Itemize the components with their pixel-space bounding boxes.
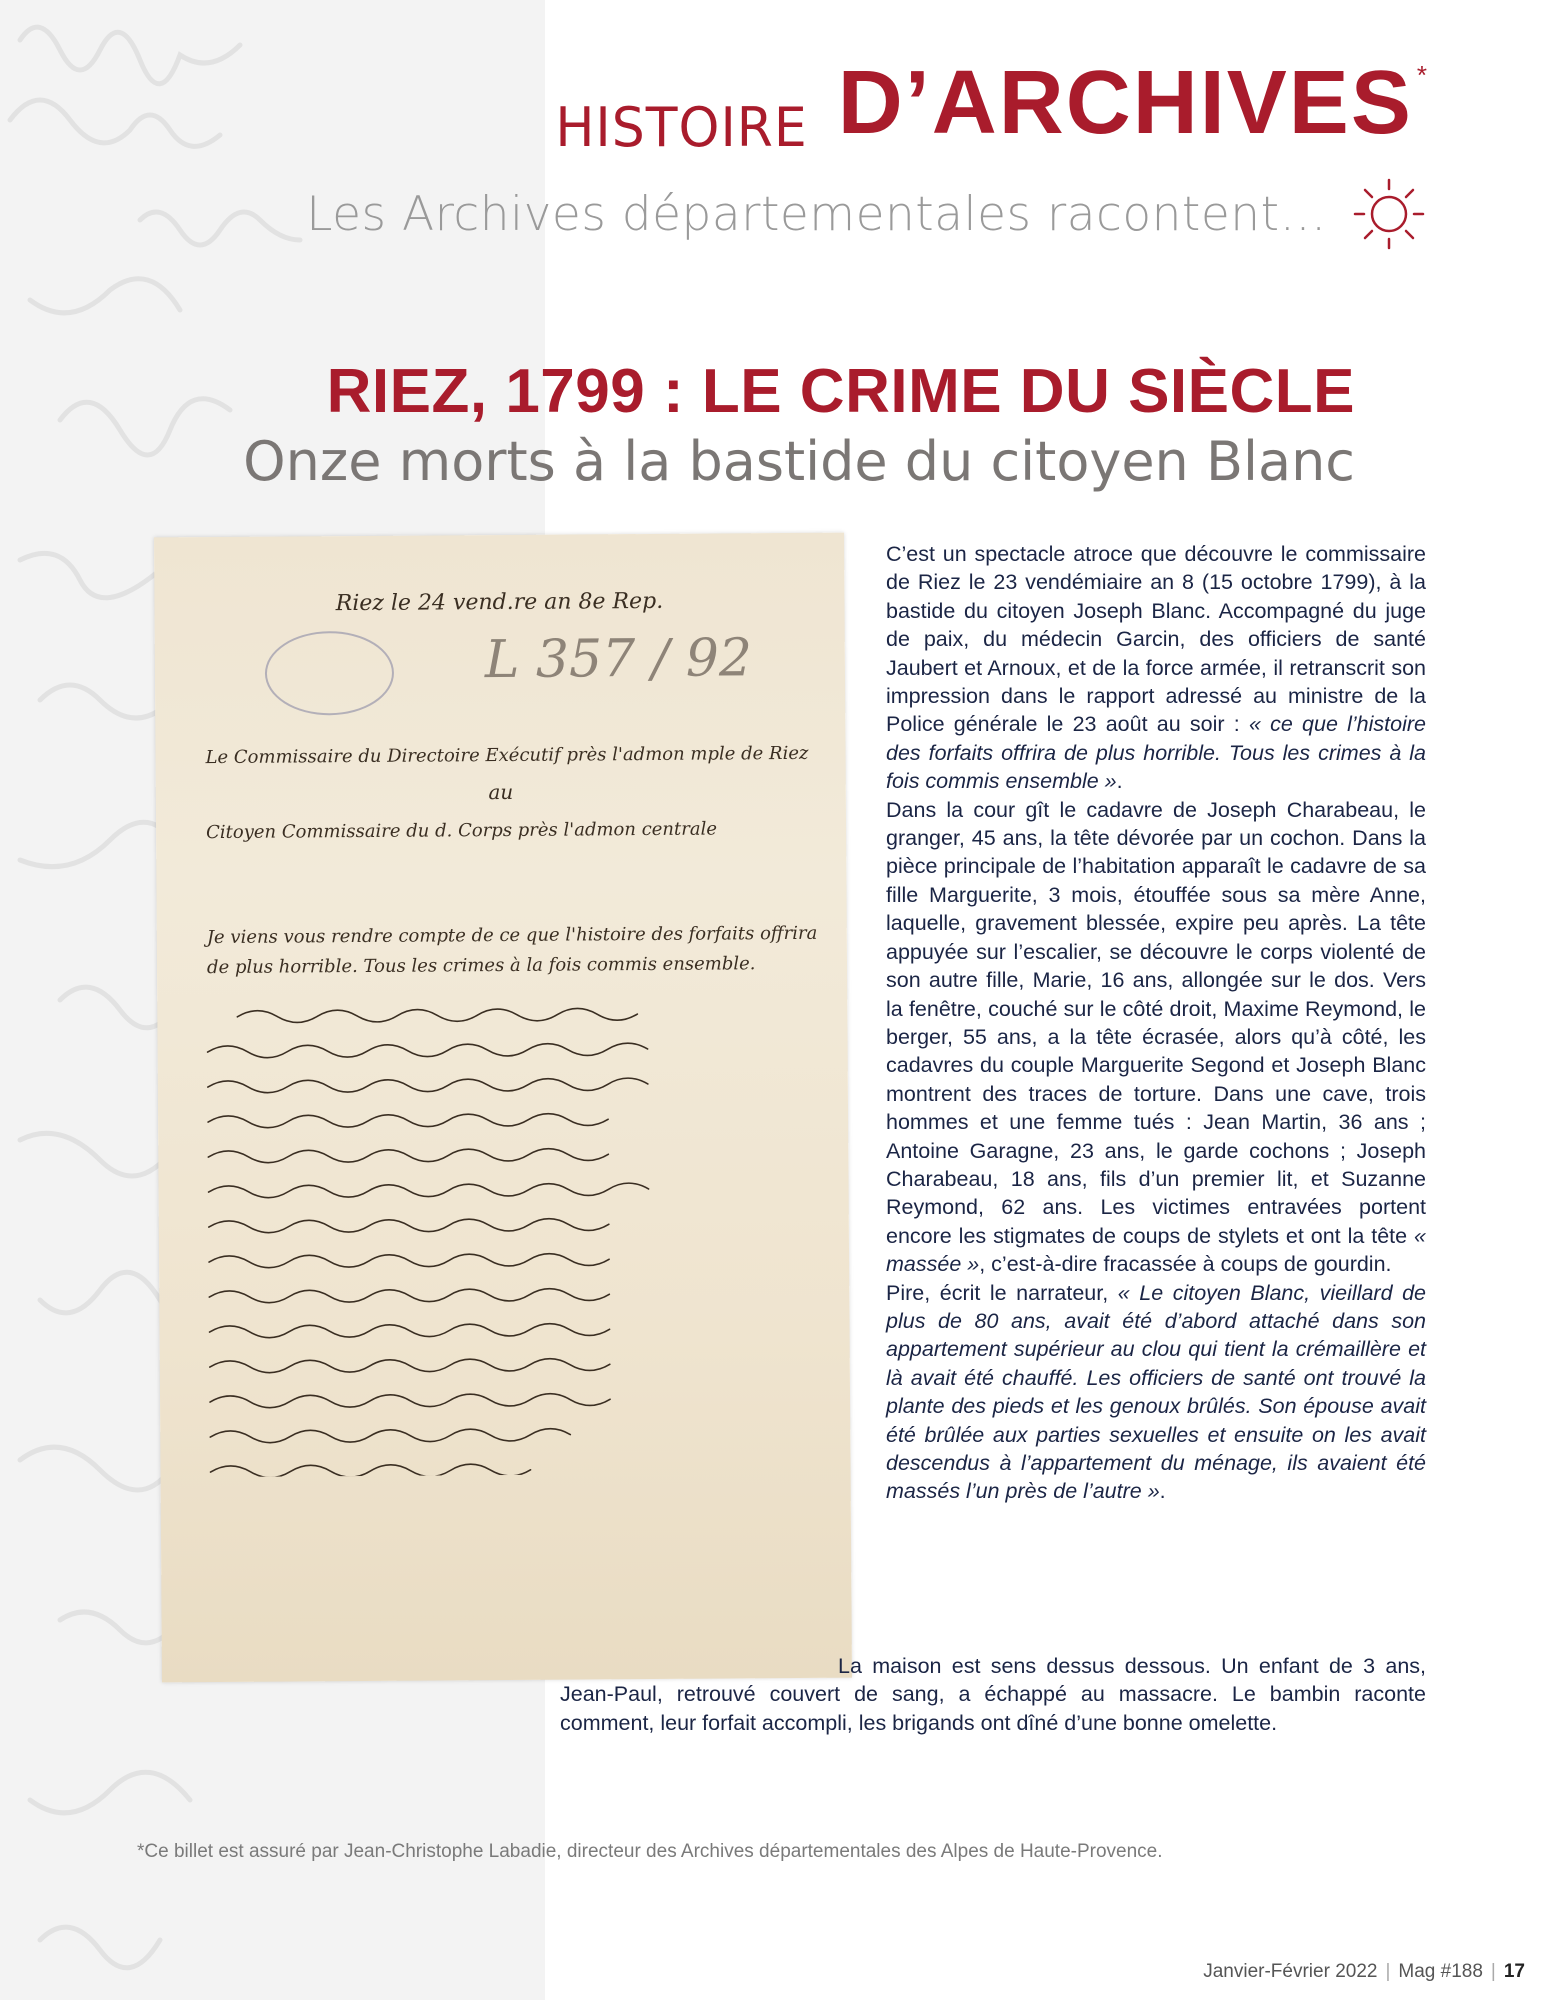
article-title: RIEZ, 1799 : LE CRIME DU SIÈCLE bbox=[326, 357, 1355, 426]
quote: « Le citoyen Blanc, vieillard de plus de 80 ans, avait été d’abord attaché dans son appartement supérieur au clou qui tient la crémaillère et là avait été chauffé. Les officiers de santé ont trouvé la plante des pieds et les genoux brûlés. Son épouse avait été brûlée aux parties sexuelles et ensuite on les avait descendus à l’appartement du ménage, ils avaient été massés l’un près de l’autre » bbox=[886, 1280, 1426, 1504]
paragraph-1: C’est un spectacle atroce que découvre le commissaire de Riez le 23 vendémiaire an 8 (15 octobre 1799), à la bastide du citoyen Joseph Blanc. Accompagné du juge de paix, du médecin Garcin, des officiers de santé Jaubert et Arnoux, et de la force armée, il retranscrit son impression dans le rapport adressé au ministre de la Police générale le 23 août au soir : « ce que l’histoire des forfaits offrira de plus horrible. Tous les crimes à la fois commis ensemble ». bbox=[886, 542, 1426, 794]
manuscript-line: Le Commissaire du Directoire Exécutif près l'admon mple de Riez bbox=[205, 742, 809, 769]
section-subtitle: Les Archives départementales racontent… bbox=[306, 186, 1327, 242]
paragraph-2: Dans la cour gît le cadavre de Joseph Charabeau, le granger, 45 ans, la tête dévorée par un cochon. Dans la pièce principale de l’habitation apparaît le cadavre de sa fille Marguerite, 3 mois, étouffée sous sa mère Anne, laquelle, gravement blessée, expire peu après. La tête appuyée sur l’escalier, se découvre le corps violenté de son autre fille, Marie, 16 ans, allongée sur le dos. Vers la fenêtre, couché sur le côté droit, Maxime Reymond, le berger, 55 ans, a la tête écrasée, alors qu’à côté, les cadavres du couple Marguerite Segond et Joseph Blanc montrent des traces de torture. Dans une cave, trois hommes et une femme tués : Jean Martin, 36 ans ; Antoine Garagne, 23 ans, le garde cochons ; Joseph Charabeau, 18 ans, fils d’un premier lit, et Suzanne Reymond, 62 ans. Les victimes entravées portent encore les stigmates de coups de stylets et ont la tête « massée », c’est-à-dire fracassée à coups de gourdin. bbox=[886, 797, 1426, 1277]
section-title bbox=[555, 53, 1427, 160]
section-title-bold: D’ARCHIVES bbox=[837, 53, 1413, 153]
manuscript-line: au bbox=[488, 779, 514, 805]
paragraph-3: Pire, écrit le narrateur, « Le citoyen Blanc, vieillard de plus de 80 ans, avait été d’abord attaché dans son appartement supérieur au clou qui tient la crémaillère et là avait été chauffé. Les officiers de santé ont trouvé la plante des pieds et les genoux brûlés. Son épouse avait été brûlée aux parties sexuelles et ensuite on les avait descendus à l’appartement du ménage, ils avaient été massés l’un près de l’autre ». bbox=[886, 1280, 1426, 1504]
manuscript-line: Riez le 24 vend.re an 8e Rep. bbox=[335, 588, 664, 617]
archive-stamp-icon bbox=[265, 631, 395, 716]
page-number: 17 bbox=[1503, 1961, 1525, 1982]
footnote: *Ce billet est assuré par Jean-Christophe Labadie, directeur des Archives départementales des Alpes de Haute-Provence. bbox=[137, 1841, 1163, 1862]
issue-date: Janvier-Février 2022 bbox=[1203, 1961, 1378, 1982]
magazine-issue: Mag #188 bbox=[1398, 1961, 1483, 1982]
article-body bbox=[886, 540, 1426, 1506]
manuscript-line: Citoyen Commissaire du d. Corps près l'admon centrale bbox=[206, 818, 718, 844]
page-folio: Janvier-Février 2022 | Mag #188 | 17 bbox=[1203, 1961, 1525, 1982]
handwriting-lines-icon bbox=[197, 1003, 820, 1477]
manuscript-cote: L 357 / 92 bbox=[484, 628, 753, 691]
quote: « ce que l’histoire des forfaits offrira de plus horrible. Tous les crimes à la fois commis ensemble » bbox=[886, 712, 1426, 794]
quote: « massée » bbox=[886, 1223, 1426, 1277]
section-title-light: HISTOIRE bbox=[555, 96, 808, 160]
section-subtitle-row bbox=[306, 176, 1427, 252]
paragraph-4: La maison est sens dessus dessous. Un enfant de 3 ans, Jean-Paul, retrouvé couvert de sang, a échappé au massacre. Le bambin raconte comment, leur forfait accompli, les brigands ont dîné d’une bonne omelette. bbox=[560, 1654, 1426, 1735]
manuscript-image bbox=[154, 533, 852, 1683]
manuscript-line: Je viens vous rendre compte de ce que l'histoire des forfaits offrira bbox=[206, 922, 818, 949]
footnote-marker: * bbox=[1416, 60, 1427, 90]
manuscript-line: de plus horrible. Tous les crimes à la fois commis ensemble. bbox=[206, 953, 756, 979]
article-subtitle: Onze morts à la bastide du citoyen Blanc bbox=[243, 430, 1355, 493]
sun-icon bbox=[1351, 176, 1427, 252]
